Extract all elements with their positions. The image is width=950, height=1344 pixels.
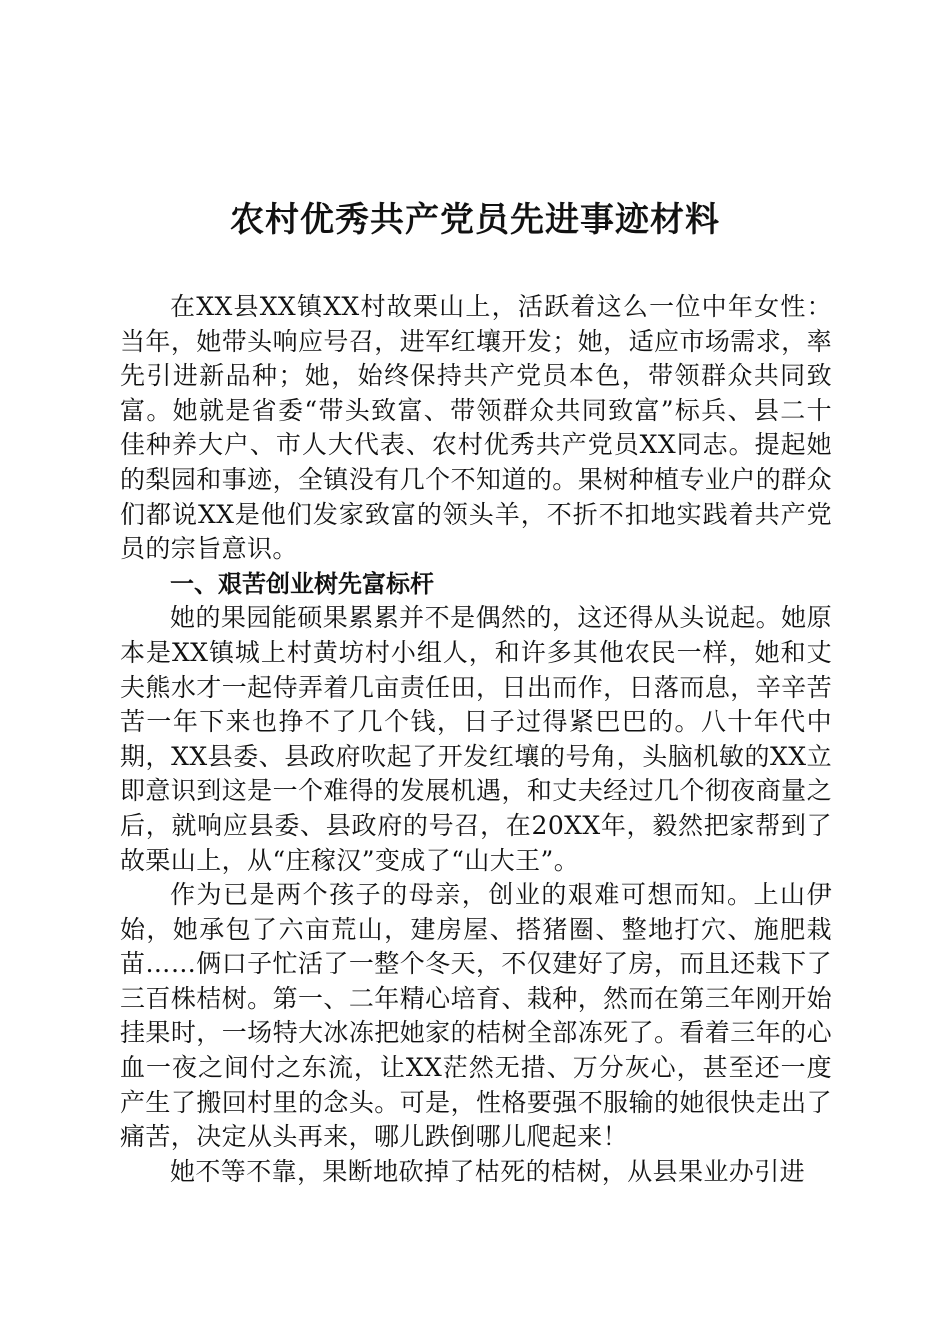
paragraph-restart: 她不等不靠，果断地砍掉了枯死的桔树，从县果业办引进 [170, 1156, 806, 1186]
paragraph-intro: 在XX县XX镇XX村故栗山上，活跃着这么一位中年女性：当年，她带头响应号召，进军红壤开发；她，适应市场需求，率先引进新品种；她，始终保持共产党员本色，带领群众共同致富。她就是省委“带头致富、带领群众共同致富”标兵、县二十佳种养大户、市人大代表、农村优秀共产党员XX同志。提起她的梨园和事迹，全镇没有几个不知道的。果树种植专业户的群众们都说XX是他们发家致富的领头羊，不折不扣地实践着共产党员的宗旨意识。 [120, 292, 832, 564]
paragraph-hardship: 作为已是两个孩子的母亲，创业的艰难可想而知。上山伊始，她承包了六亩荒山，建房屋、搭猪圈、整地打穴、施肥栽苗……俩口子忙活了一整个冬天，不仅建好了房，而且还栽下了三百株桔树。第一、二年精心培育、栽种，然而在第三年刚开始挂果时，一场特大冰冻把她家的桔树全部冻死了。看着三年的心血一夜之间付之东流，让XX茫然无措、万分灰心，甚至还一度产生了搬回村里的念头。可是，性格要强不服输的她很快走出了痛苦，决定从头再来，哪儿跌倒哪儿爬起来！ [120, 880, 832, 1152]
paragraph-origin: 她的果园能硕果累累并不是偶然的，这还得从头说起。她原本是XX镇城上村黄坊村小组人，和许多其他农民一样，她和丈夫熊水才一起侍弄着几亩责任田，日出而作，日落而息，辛辛苦苦一年下来也挣不了几个钱，日子过得紧巴巴的。八十年代中期，XX县委、县政府吹起了开发红壤的号角，头脑机敏的XX立即意识到这是一个难得的发展机遇，和丈夫经过几个彻夜商量之后，就响应县委、县政府的号召，在20XX年，毅然把家帮到了故栗山上，从“庄稼汉”变成了“山大王”。 [120, 603, 832, 875]
document-body [120, 290, 832, 1189]
section-heading: 一、艰苦创业树先富标杆 [170, 569, 434, 598]
document-title: 农村优秀共产党员先进事迹材料 [230, 200, 720, 240]
